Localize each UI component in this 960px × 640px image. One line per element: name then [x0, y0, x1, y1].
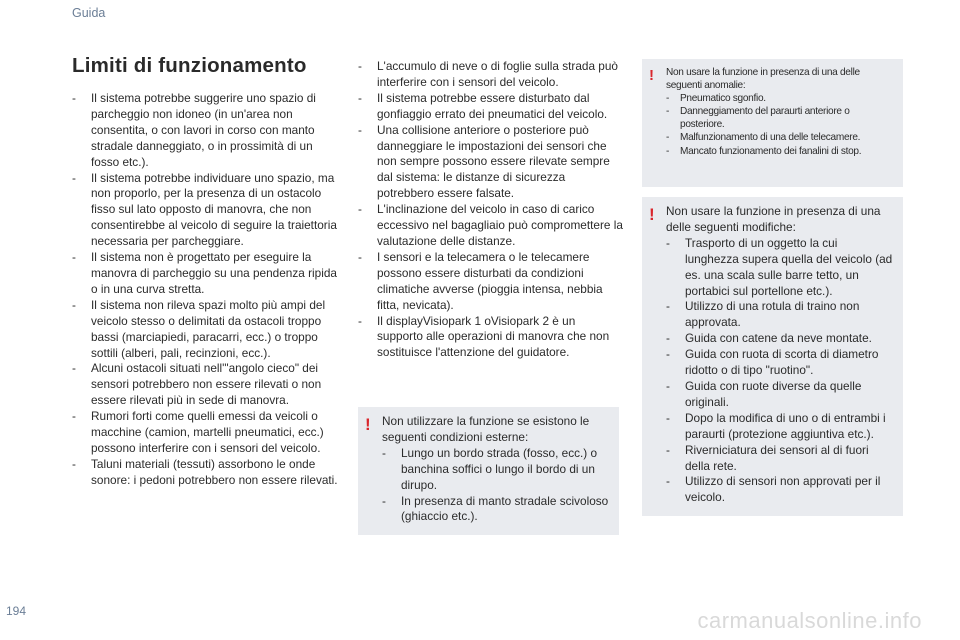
- list-item: - Il sistema potrebbe suggerire uno spazio di parcheggio non idoneo (in un'area non consentita, o con lavori in corso con manto stradale danneggiato, o in prossimità di un fosso etc.).: [72, 91, 316, 169]
- watermark: carmanualsonline.info: [697, 608, 922, 633]
- warning-item: - Lungo un bordo strada (fosso, ecc.) o banchina soffici o lungo il bordo di un dirupo.: [382, 445, 598, 492]
- warning-intro: Non usare la funzione in presenza di una delle seguenti modifiche:: [666, 204, 881, 234]
- list-item: - L'accumulo di neve o di foglie sulla strada può interferire con i sensori del veicolo.: [358, 59, 618, 89]
- warning-intro: Non usare la funzione in presenza di una delle seguenti anomalie:: [666, 67, 860, 92]
- warning-item: - Malfunzionamento di una delle telecamere.: [666, 132, 861, 144]
- warning-item: - In presenza di manto stradale scivoloso (ghiaccio etc.).: [382, 493, 609, 524]
- warning-item: - Riverniciatura dei sensori al di fuori della rete.: [666, 442, 869, 473]
- warning-box-anomalies: [642, 59, 903, 187]
- warning-icon: !: [649, 67, 654, 84]
- list-item: - I sensori e la telecamera o le telecamere possono essere disturbati da condizioni climatiche avverse (pioggia intensa, nebbia fitta, nevicata).: [358, 249, 603, 312]
- warning-item: - Guida con ruote diverse da quelle originali.: [666, 378, 862, 409]
- warning-item: - Trasporto di un oggetto la cui lunghezza supera quella del veicolo (ad es. una scala sulle barre tetto, un portabici sul portellone etc.).: [666, 235, 893, 298]
- warning-item: - Mancato funzionamento dei fanalini di stop.: [666, 145, 862, 157]
- list-item: - Rumori forti come quelli emessi da veicoli o macchine (camion, martelli pneumatici, ecc.) possono interferire con i sensori del veicolo.: [72, 409, 324, 455]
- warning-box-external-conditions: [358, 407, 619, 535]
- warning-intro: Non utilizzare la funzione se esistono le seguenti condizioni esterne:: [382, 414, 590, 444]
- warning-box-modifications: [642, 197, 903, 516]
- list-item: - Il sistema potrebbe essere disturbato dal gonfiaggio errato dei pneumatici del veicolo.: [358, 90, 608, 121]
- list-item: - Taluni materiali (tessuti) assorbono le onde sonore: i pedoni potrebbero non essere rilevati.: [72, 456, 338, 487]
- list-item: - Il sistema non rileva spazi molto più ampi del veicolo stesso o delimitati da ostacoli troppo bassi (marciapiedi, paracarri, ecc.) o troppo sottili (alberi, pali, recinzioni, ecc.).: [72, 297, 326, 360]
- list-item: - Il sistema potrebbe individuare uno spazio, ma non proporlo, per la presenza di un ostacolo fisso sul lato opposto di manovra, che non consentirebbe al veicolo di seguire la traiettoria necessaria per parcheggiare.: [72, 170, 337, 249]
- page-title: Limiti di funzionamento: [72, 54, 307, 77]
- warning-item: - Dopo la modifica di uno o di entrambi i paraurti (protezione aggiuntiva etc.).: [666, 410, 886, 441]
- list-item: - Il sistema non è progettato per eseguire la manovra di parcheggio su una pendenza ripida o in una curva stretta.: [72, 250, 337, 296]
- limits-list-column-2: [358, 59, 624, 361]
- limits-list-column-1: [72, 91, 340, 489]
- warning-item: - Guida con ruota di scorta di diametro ridotto o di tipo "ruotino".: [666, 347, 879, 378]
- list-item: - Il displayVisiopark 1 oVisiopark 2 è un supporto alle operazioni di manovra che non sostituisce l'attenzione del guidatore.: [358, 313, 610, 360]
- warning-item: - Danneggiamento del paraurti anteriore o posteriore.: [666, 106, 850, 131]
- warning-icon: !: [649, 205, 655, 224]
- list-item: - Alcuni ostacoli situati nell'"angolo cieco" dei sensori potrebbero non essere rilevati o non essere rilevati più in sede di manovra.: [72, 361, 322, 408]
- warning-icon: !: [365, 415, 371, 434]
- warning-item: - Guida con catene da neve montate.: [666, 331, 872, 346]
- warning-item: - Utilizzo di sensori non approvati per il veicolo.: [666, 474, 881, 505]
- section-header: Guida: [72, 6, 106, 20]
- list-item: - L'inclinazione del veicolo in caso di carico eccessivo nel bagagliaio può compromettere la valutazione delle distanze.: [358, 202, 623, 248]
- page-number: 194: [6, 604, 27, 618]
- warning-item: - Pneumatico sgonfio.: [666, 93, 766, 105]
- list-item: - Una collisione anteriore o posteriore può danneggiare le impostazioni dei sensori che non sempre possono essere rilevate sempre dal sistema: le distanze di sicurezza potrebbero essere falsate.: [358, 122, 610, 201]
- warning-item: - Utilizzo di una rotula di traino non approvata.: [666, 299, 860, 330]
